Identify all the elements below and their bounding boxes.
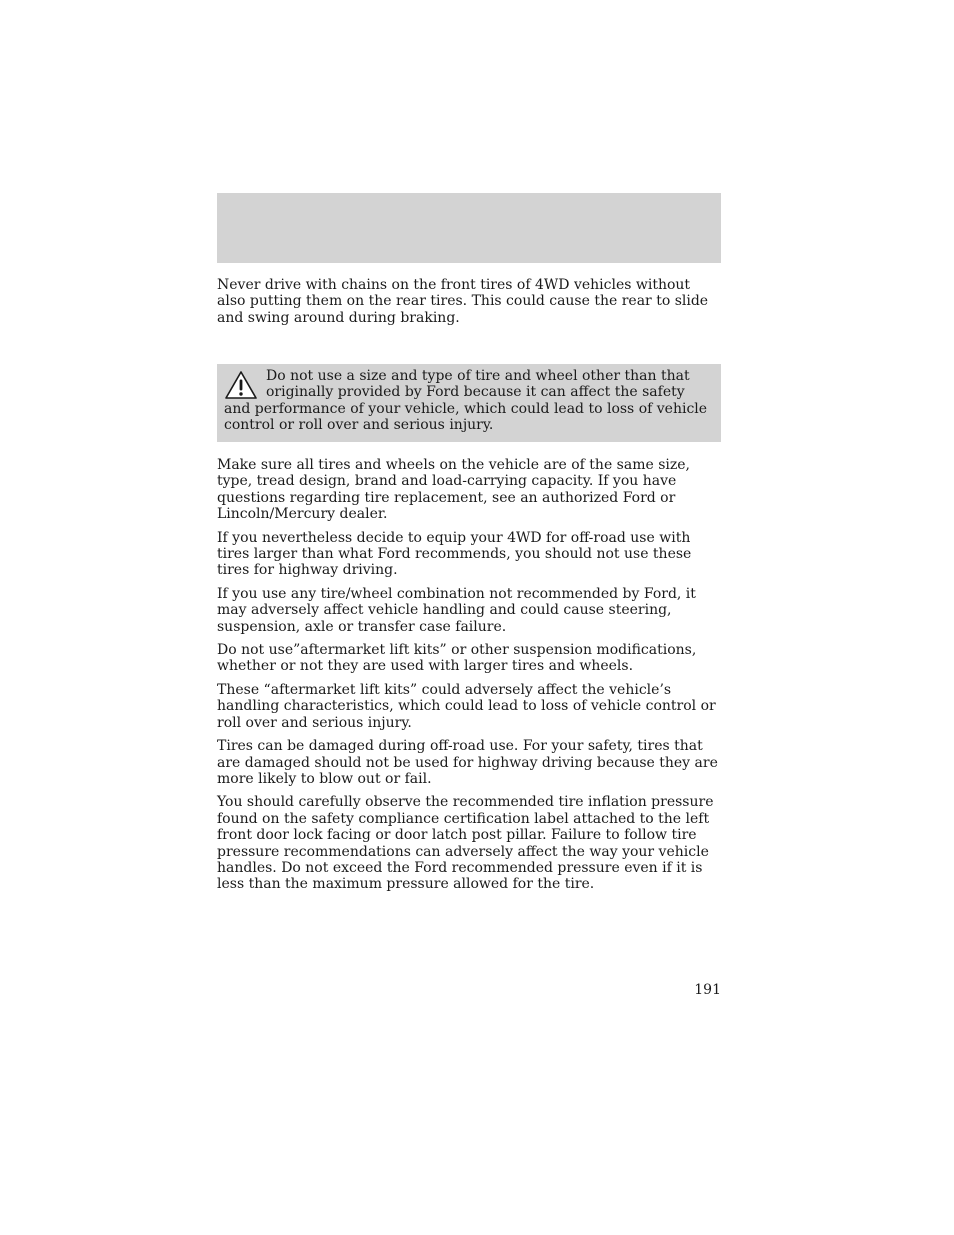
- body-text: [217, 457, 721, 900]
- paragraph-lift-kits: Do not use”aftermarket lift kits” or other suspension modifications, whether or not they are used with larger tires and wheels.: [217, 642, 697, 675]
- paragraph-off-road-tires: If you nevertheless decide to equip your 4WD for off-road use with tires larger than what Ford recommends, you should not use these tires for highway driving.: [217, 529, 692, 579]
- paragraph-same-size-tires: Make sure all tires and wheels on the vehicle are of the same size, type, tread design, brand and load-carrying capacity. If you have questions regarding tire replacement, see an authorized Ford or Lincoln/Mercury dealer.: [217, 457, 690, 523]
- warning-box: [217, 364, 721, 442]
- intro-paragraph: Never drive with chains on the front tires of 4WD vehicles without also putting them on the rear tires. This could cause the rear to slide and swing around during braking.: [217, 277, 709, 326]
- warning-triangle-icon: [224, 370, 258, 400]
- header-band: [217, 193, 721, 263]
- warning-text: Do not use a size and type of tire and wheel other than that originally provided by Ford because it can affect the safety and performance of your vehicle, which could lead to loss of vehicle control or roll over and serious injury.: [224, 368, 708, 434]
- paragraph-damaged-tires: Tires can be damaged during off-road use. For your safety, tires that are damaged should not be used for highway driving because they are more likely to blow out or fail.: [217, 738, 718, 787]
- paragraph-inflation-pressure: You should carefully observe the recommended tire inflation pressure found on the safety compliance certification label attached to the left front door lock facing or door latch post pillar. Failure to follow tire pressure recommendations can adversely affect the way your vehicle handles. Do not exceed the Ford recommended pressure even if it is less than the maximum pressure allowed for the tire.: [217, 794, 714, 893]
- paragraph-lift-kits-handling: These “aftermarket lift kits” could adversely affect the vehicle’s handling characteristics, which could lead to loss of vehicle control or roll over and serious injury.: [217, 681, 716, 731]
- paragraph-combination-warning: If you use any tire/wheel combination not recommended by Ford, it may adversely affect vehicle handling and could cause steering, suspension, axle or transfer case failure.: [217, 585, 696, 635]
- page-number: 191: [694, 982, 721, 998]
